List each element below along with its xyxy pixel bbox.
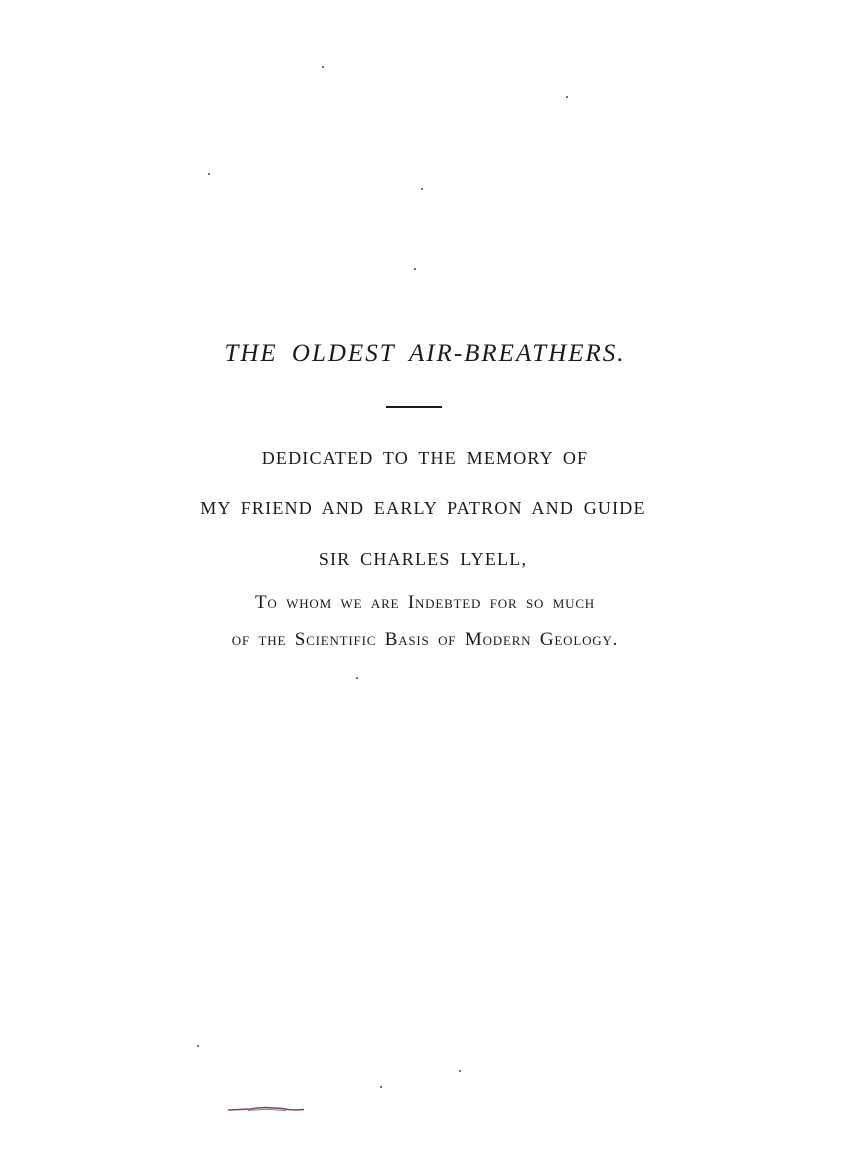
page-title: THE OLDEST AIR-BREATHERS. (224, 340, 626, 367)
scan-speck (566, 96, 568, 98)
scan-speck (421, 188, 423, 190)
dedication-line-3: SIR CHARLES LYELL, (318, 549, 528, 569)
scan-speck (208, 173, 210, 175)
scan-speck (380, 1086, 382, 1088)
dedication-line-4: To whom we are Indebted for so much (255, 592, 595, 613)
scan-speck (414, 268, 416, 270)
dedication-line-1: DEDICATED TO THE MEMORY OF (261, 448, 589, 468)
dedication-line-5: of the Scientific Basis of Modern Geology. (231, 629, 619, 650)
title-divider (386, 406, 442, 408)
scan-speck (322, 66, 324, 68)
scan-speck (459, 1070, 461, 1072)
dedication-line-2: MY FRIEND AND EARLY PATRON AND GUIDE (200, 498, 646, 518)
library-stamp-mark (228, 1106, 304, 1112)
scan-speck (197, 1045, 199, 1047)
scan-speck (356, 677, 358, 679)
